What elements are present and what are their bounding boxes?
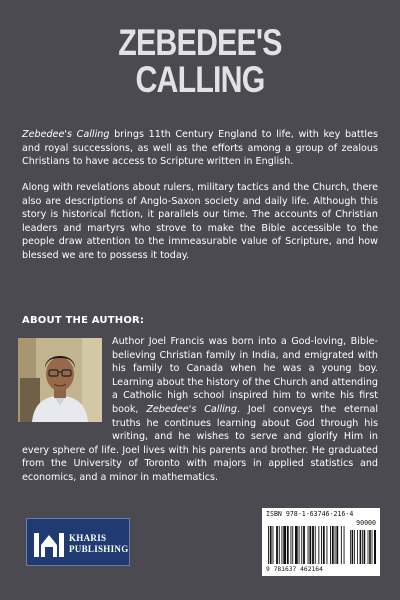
title-line-2: CALLING xyxy=(135,59,265,100)
isbn-number: ISBN 978-1-63746-216-4 xyxy=(266,510,354,518)
barcode-bar xyxy=(273,526,274,564)
isbn-barcode xyxy=(262,508,380,576)
publisher-emblem-icon xyxy=(32,527,66,559)
barcode-bar xyxy=(330,526,331,564)
barcode-digits: 9 781637 462164 xyxy=(266,566,323,573)
publisher-name-line-2: PUBLISHING xyxy=(69,544,129,554)
price-barcode-bar xyxy=(368,530,369,564)
publisher-name xyxy=(69,533,129,555)
barcode-bar xyxy=(276,526,278,564)
price-barcode-bar xyxy=(364,530,366,564)
price-barcode-bar xyxy=(357,530,358,564)
photo-spacer xyxy=(22,335,106,431)
barcode-bar xyxy=(268,526,269,564)
price-barcode-bar xyxy=(372,530,373,564)
barcode-bar xyxy=(282,526,283,564)
barcode-bar xyxy=(323,526,325,564)
book-title xyxy=(36,24,364,98)
barcode-bar xyxy=(283,526,286,564)
author-bio-text-1: Author Joel Francis was born into a God-loving, Bible-believing Christian family in India, and emigrated with his family to Canada when he was a young boy. Learning about the history of the Church and attending a Catholic high school inspired him to write his first book, xyxy=(112,336,378,415)
barcode-bar xyxy=(318,526,319,564)
publisher-logo xyxy=(26,518,130,566)
barcode-bar xyxy=(335,526,336,564)
about-author-heading: ABOUT THE AUTHOR: xyxy=(22,315,145,326)
barcode-bar xyxy=(292,526,293,564)
price-barcode-bar xyxy=(360,530,362,564)
barcode-bar xyxy=(315,526,316,564)
barcode-bar xyxy=(321,526,322,564)
price-code: 90000 xyxy=(356,519,376,527)
description-paragraph-1 xyxy=(22,128,378,169)
barcode-bar xyxy=(344,526,345,564)
price-barcode-bar xyxy=(374,530,376,564)
price-barcode-bar xyxy=(350,530,351,564)
barcode-bar xyxy=(301,526,302,564)
barcode-bar xyxy=(291,526,292,564)
barcode-bar xyxy=(336,526,338,564)
barcode-bar xyxy=(287,526,289,564)
price-barcode-bar xyxy=(369,530,371,564)
barcode-bar xyxy=(309,526,311,564)
barcode-bar xyxy=(299,526,300,564)
book-title-italic: Zebedee's Calling xyxy=(22,129,110,140)
barcode-bars xyxy=(266,526,376,566)
title-line-1: ZEBEDEE'S xyxy=(118,22,282,63)
barcode-bar xyxy=(270,526,272,564)
barcode-bar xyxy=(341,526,342,564)
description-paragraph-1-text: brings 11th Century England to life, with key battles and royal successions, as well as the efforts among a group of zealous Christians to have access to Scripture written in English. xyxy=(22,129,378,168)
publisher-name-line-1: KHARIS xyxy=(69,533,107,543)
author-bio-text-2: . Joel conveys the eternal truths he continues learning about God through his writing, and he wishes to serve and glorify Him in every sphere of life. Joel lives with his parents and brother. He graduated from the University of Toronto with majors in applied statistics and economics, and a minor in mathematics. xyxy=(22,403,378,483)
price-barcode-bar xyxy=(362,530,363,564)
barcode-bar xyxy=(308,526,309,564)
barcode-bar xyxy=(303,526,305,564)
author-bio-book-title: Zebedee's Calling xyxy=(146,403,237,415)
price-barcode-bar xyxy=(352,530,354,564)
barcode-bar xyxy=(327,526,328,564)
price-barcode-bar xyxy=(354,530,355,564)
author-bio xyxy=(22,335,378,485)
barcode-bar xyxy=(312,526,314,564)
barcode-bar xyxy=(332,526,334,564)
barcode-bar xyxy=(295,526,298,564)
description-paragraph-2: Along with revelations about rulers, military tactics and the Church, there also are descriptions of Anglo-Saxon society and daily life. Although this story is historical fiction, it parallels our time. The accounts of Christian leaders and martyrs who strove to make the Bible accessible to the people draw attention to the immeasurable value of Scripture, and how blessed we are to possess it today. xyxy=(22,182,378,261)
barcode-bar xyxy=(279,526,280,564)
